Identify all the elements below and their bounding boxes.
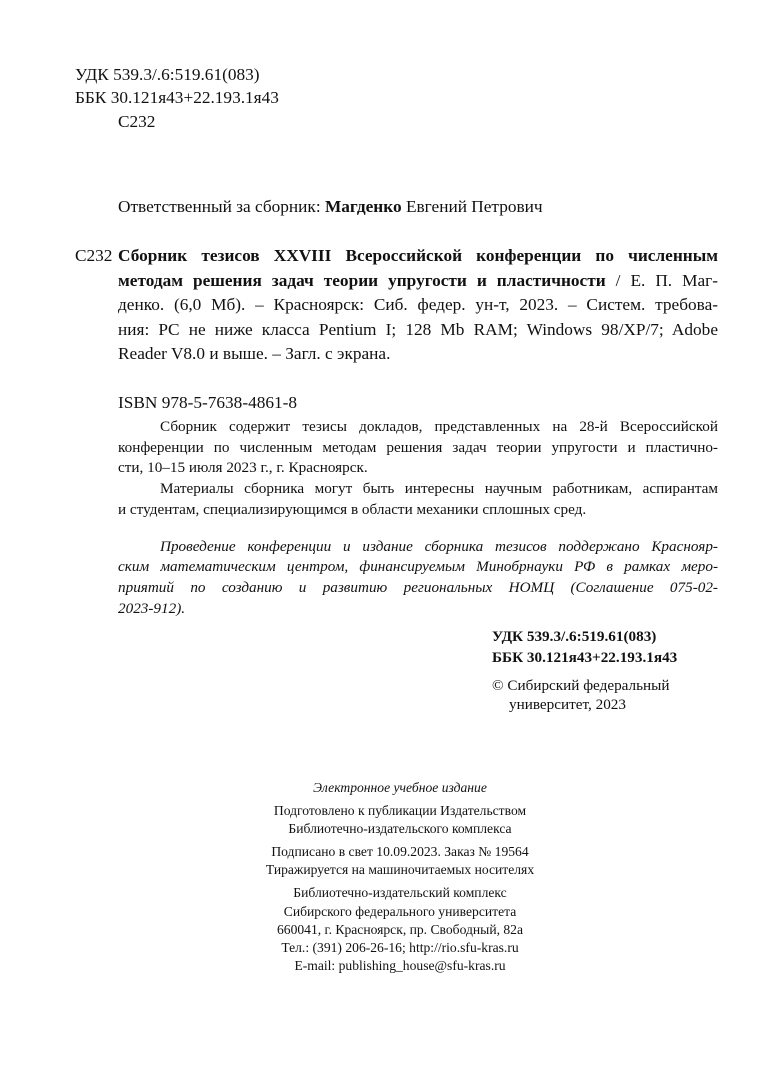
imprint-line: Тел.: (391) 206-26-16; http://rio.sfu-kras.ru	[281, 939, 519, 955]
title-line: методам решения задач теории упругости и пластичности	[118, 270, 606, 290]
abstract	[118, 417, 718, 619]
bbk-code: ББК 30.121я43+22.193.1я43	[75, 87, 279, 107]
abstract-line: сти, 10–15 июля 2023 г., г. Красноярск.	[118, 459, 368, 477]
imprint-line: Сибирского федерального университета	[283, 903, 517, 919]
imprint-line: Библиотечно-издательский комплекс	[293, 885, 507, 901]
udk-code: УДК 539.3/.6:519.61(083)	[492, 628, 657, 645]
funding-line: приятий по созданию и развитию региональных НОМЦ (Соглашение 075-02-	[118, 578, 718, 596]
classification-codes	[75, 63, 279, 135]
imprint-line: Тиражируется на машиночитаемых носителях	[265, 862, 535, 878]
right-classification-codes	[492, 627, 677, 668]
description-line: денко. (6,0 Мб). – Красноярск: Сиб. федер. ун-т, 2023. – Систем. требова-	[118, 295, 718, 315]
imprint-line: Подготовлено к публикации Издательством	[273, 803, 527, 819]
abstract-line: и студентам, специализирующимся в области механики сплошных сред.	[118, 500, 587, 518]
bbk-code: ББК 30.121я43+22.193.1я43	[492, 648, 678, 666]
copyright-line: © Сибирский федеральный	[492, 677, 670, 694]
abstract-line: Сборник содержит тезисы докладов, представленных на 28-й Всероссийской	[160, 418, 718, 435]
isbn: ISBN 978-5-7638-4861-8	[118, 393, 298, 412]
imprint-line: 660041, г. Красноярск, пр. Свободный, 82а	[276, 921, 524, 937]
bibliographic-description	[118, 244, 718, 367]
responsible-label: Ответственный за сборник:	[118, 197, 321, 216]
copyright	[492, 677, 670, 714]
copyright-line: университет, 2023	[509, 695, 626, 713]
description-line: Reader V8.0 и выше. – Загл. с экрана.	[118, 344, 391, 364]
edition-type: Электронное учебное издание	[313, 780, 487, 795]
imprint-line: E-mail: publishing_house@sfu-kras.ru	[294, 957, 506, 973]
udk-code: УДК 539.3/.6:519.61(083)	[75, 65, 260, 84]
imprint-line: Подписано в свет 10.09.2023. Заказ № 19564	[271, 844, 529, 860]
funding-line: 2023-912).	[118, 599, 186, 617]
abstract-line: Материалы сборника могут быть интересны научным работникам, аспирантам	[160, 480, 718, 498]
author-line: / Е. П. Маг-	[615, 270, 718, 290]
title-line: Сборник тезисов XXVIII Всероссийской конференции по численным	[118, 246, 718, 265]
responsible-editor	[118, 195, 543, 220]
funding-line: Проведение конференции и издание сборника тезисов поддержано Краснояр-	[160, 537, 718, 555]
abstract-line: конференции по численным методам решения задач теории упругости и пластично-	[118, 438, 718, 456]
imprint-line: Библиотечно-издательского комплекса	[288, 821, 512, 837]
description-line: ния: PC не ниже класса Pentium I; 128 Mb RAM; Windows 98/XP/7; Adobe	[118, 319, 718, 339]
responsible-surname: Магденко	[324, 197, 402, 216]
bibliographic-mark: С232	[75, 246, 113, 265]
imprint	[200, 779, 600, 975]
author-mark: С232	[118, 112, 156, 132]
funding-line: ским математическим центром, финансируемым Минобрнауки РФ в рамках меро-	[118, 558, 718, 576]
responsible-name: Евгений Петрович	[405, 197, 543, 216]
